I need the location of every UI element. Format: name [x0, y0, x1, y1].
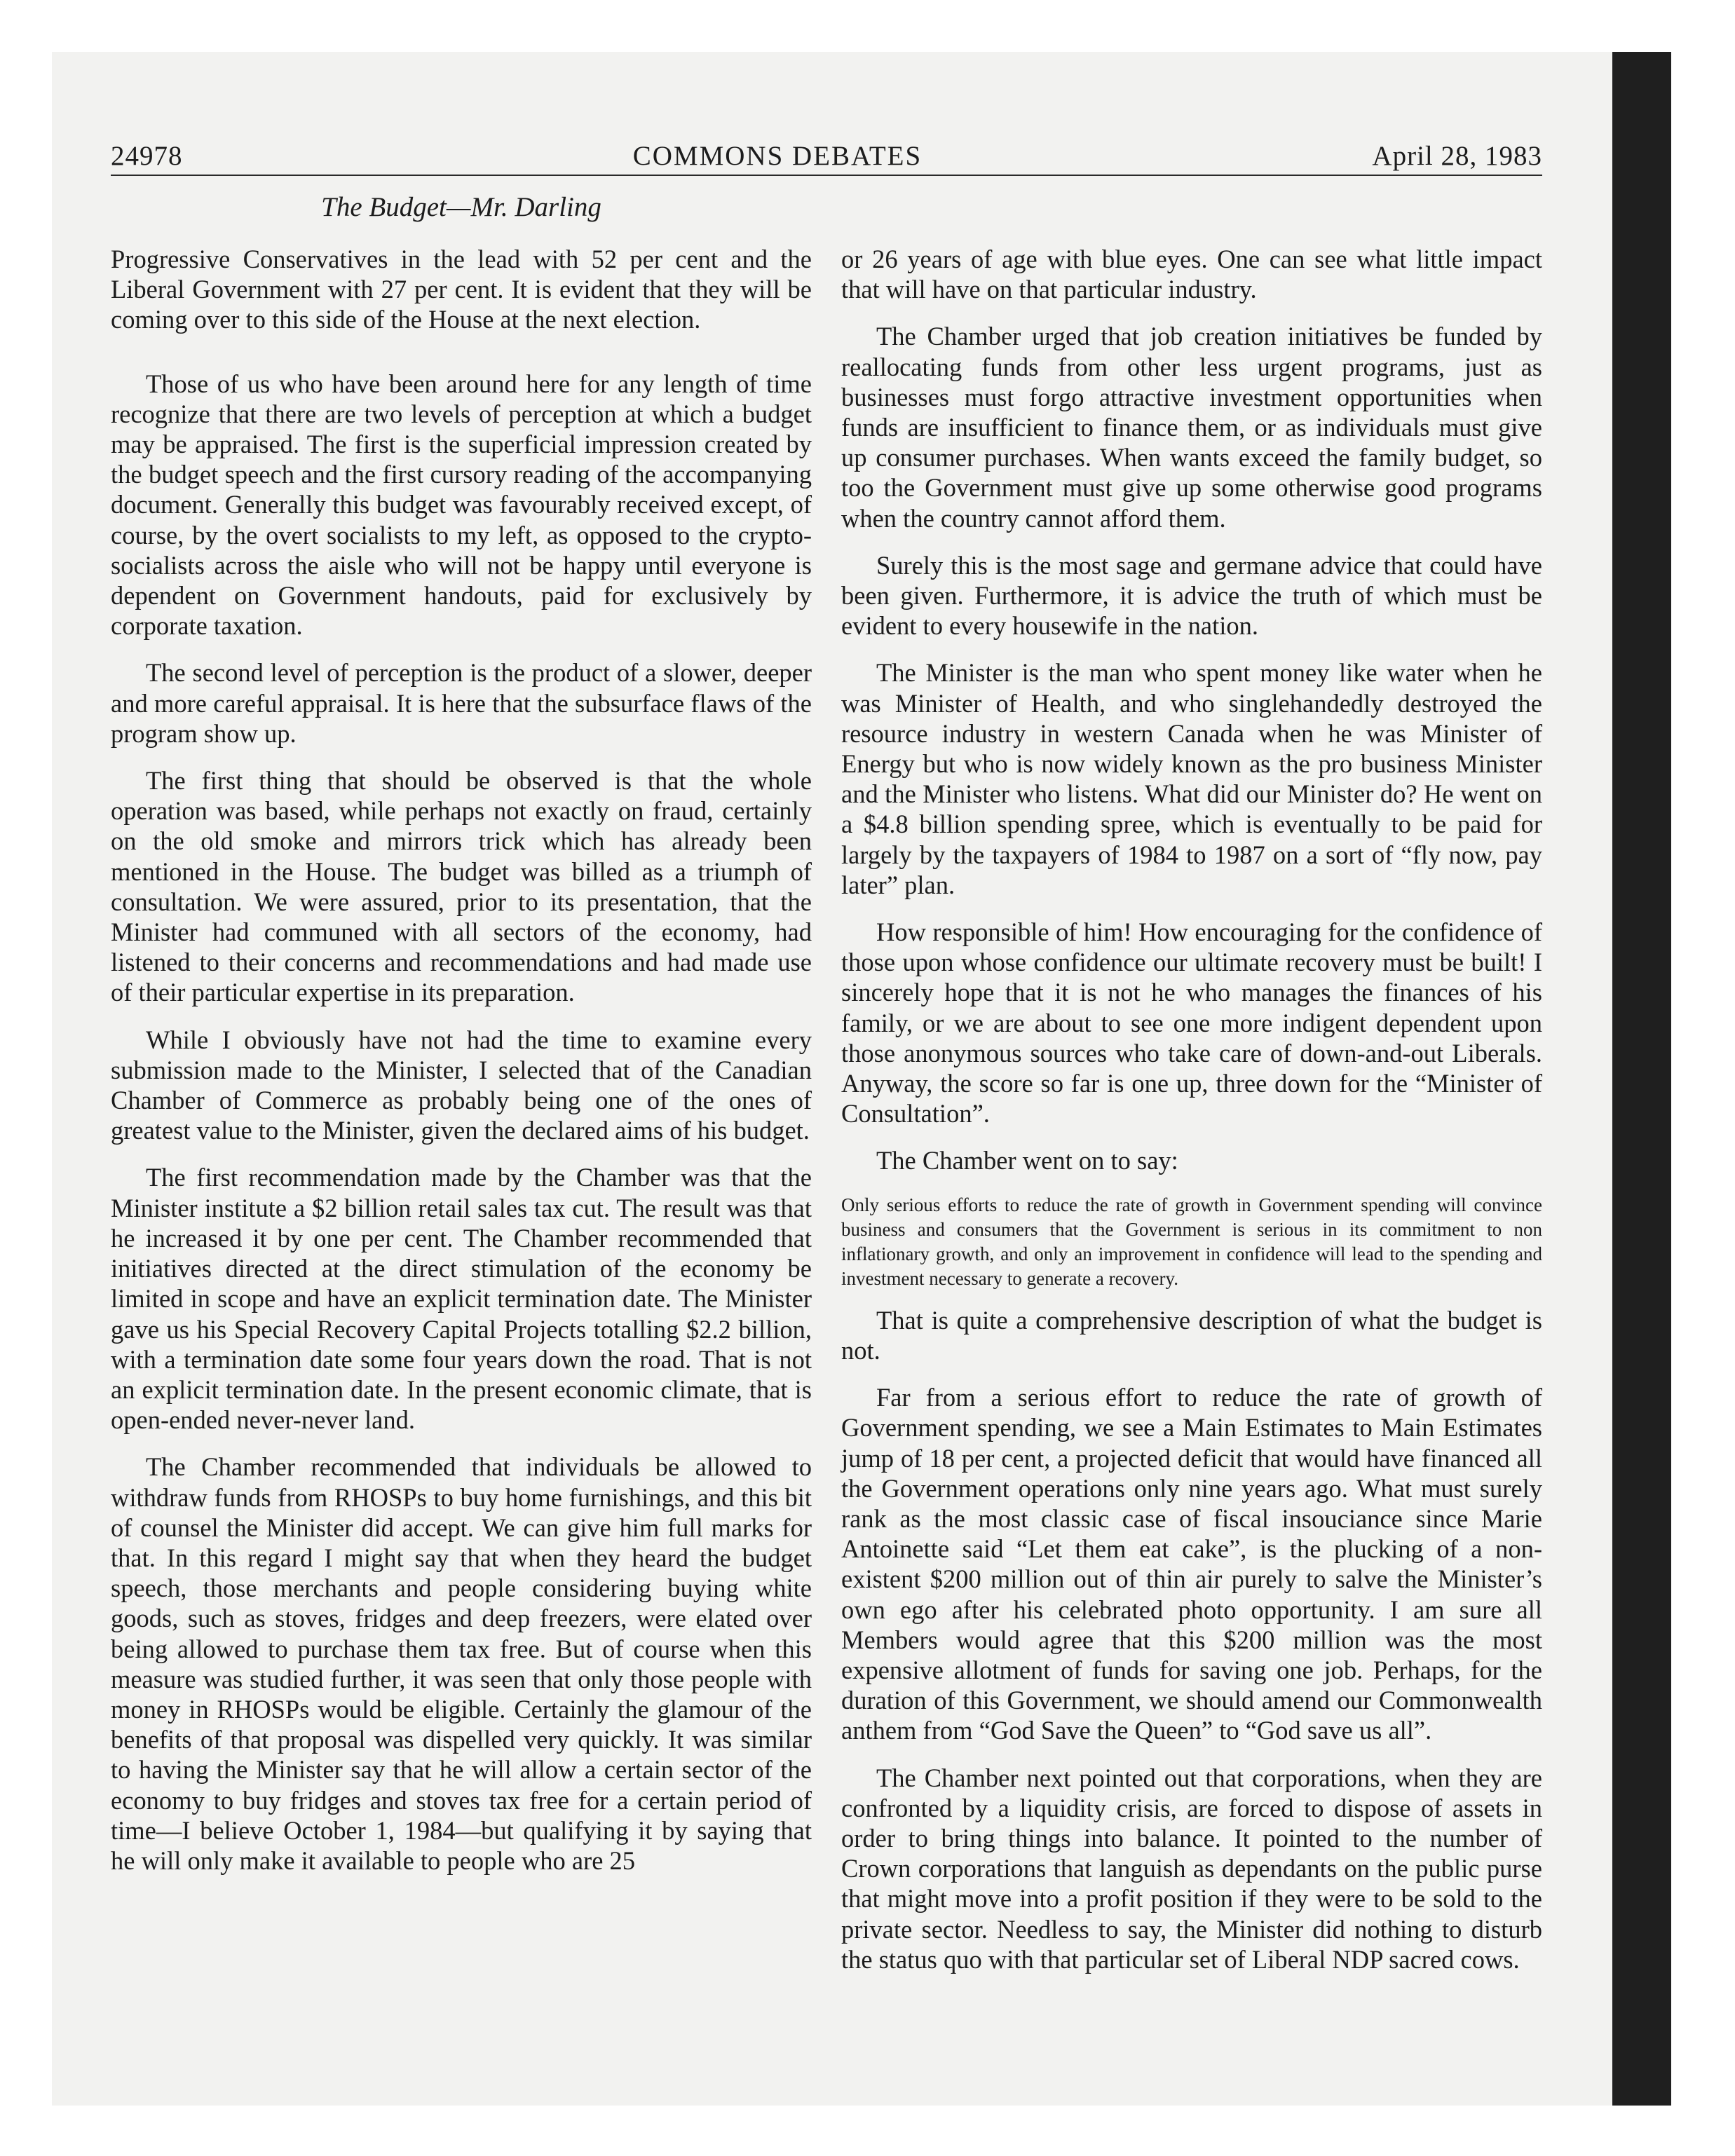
page-header: [111, 140, 1542, 176]
document-page: [111, 140, 1542, 1991]
page-number: 24978: [111, 141, 183, 171]
paragraph: How responsible of him! How encouraging for the confidence of those upon whose confidence our ultimate recovery must be built! I sincerely hope that it is not he who manages the finances of his family, or we are about to see one more indigent dependent upon those anonymous sources who take care of down-and-out Liberals. Anyway, the score so far is one up, three down for the “Minister of Consultation”.: [841, 917, 1542, 1128]
paragraph: While I obviously have not had the time to examine every submission made to the Minister, I selected that of the Canadian Chamber of Commerce as probably being one of the ones of greatest value to the Minister, given the declared aims of his budget.: [111, 1025, 812, 1145]
paragraph: or 26 years of age with blue eyes. One can see what little impact that will have on that particular industry.: [841, 245, 1542, 304]
scan-dark-edge: [1612, 52, 1671, 2106]
paragraph: The first recommendation made by the Chamber was that the Minister institute a $2 billion retail sales tax cut. The result was that he increased it by one per cent. The Chamber recommended that initiatives directed at the direct stimulation of the economy be limited in scope and have an explicit termination date. The Minister gave us his Special Recovery Capital Projects totalling $2.2 billion, with a termination date some four years down the road. That is not an explicit termination date. In the present economic climate, that is open-ended never-never land.: [111, 1163, 812, 1435]
block-quote: Only serious efforts to reduce the rate of growth in Government spending will convince business and consumers that the Government is serious in its commitment to non inflationary growth, and only an improvement in confidence will lead to the spending and investment necessary to generate a recovery.: [841, 1194, 1542, 1289]
paragraph: Those of us who have been around here for any length of time recognize that there are two levels of perception at which a budget may be appraised. The first is the superficial impression created by the budget speech and the first cursory reading of the accompanying document. Generally this budget was favourably received except, of course, by the overt socialists to my left, as opposed to the crypto-socialists across the aisle who will not be happy until everyone is dependent on Government handouts, paid for exclusively by corporate taxation.: [111, 369, 812, 641]
paragraph: The first thing that should be observed is that the whole operation was based, while perhaps not exactly on fraud, certainly on the old smoke and mirrors trick which has already been mentioned in the House. The budget was billed as a triumph of consultation. We were assured, prior to its presentation, that the Minister had communed with all sectors of the economy, had listened to their concerns and recommendations and had made use of their particular expertise in its preparation.: [111, 766, 812, 1007]
paragraph: The Chamber urged that job creation initiatives be funded by reallocating funds from other less urgent programs, just as businesses must forgo attractive investment opportunities when funds are insufficient to finance them, or as individuals must give up consumer purchases. When wants exceed the family budget, so too the Government must give up some otherwise good programs when the country cannot afford them.: [841, 322, 1542, 533]
header-date: April 28, 1983: [1372, 141, 1542, 171]
paragraph: The Minister is the man who spent money like water when he was Minister of Health, and who singlehandedly destroyed the resource industry in western Canada when he was Minister of Energy but who is now widely known as the pro business Minister and the Minister who listens. What did our Minister do? He went on a $4.8 billion spending spree, which is eventually to be paid for largely by the taxpayers of 1984 to 1987 on a sort of “fly now, pay later” plan.: [841, 658, 1542, 899]
right-column: [841, 244, 1542, 1991]
paragraph: The second level of perception is the product of a slower, deeper and more careful appraisal. It is here that the subsurface flaws of the program show up.: [111, 658, 812, 748]
paragraph: Surely this is the most sage and germane advice that could have been given. Furthermore, it is advice the truth of which must be evident to every housewife in the nation.: [841, 550, 1542, 641]
paragraph: Far from a serious effort to reduce the rate of growth of Government spending, we see a Main Estimates to Main Estimates jump of 18 per cent, a projected deficit that would have financed all the Government operations only nine years ago. What must surely rank as the most classic case of fiscal insouciance since Marie Antoinette said “Let them eat cake”, is the plucking of a non-existent $200 million out of thin air purely to salve the Minister’s own ego after his celebrated photo opportunity. I am sure all Members would agree that this $200 million was the most expensive allotment of funds for saving one job. Perhaps, for the duration of this Government, we should amend our Commonwealth anthem from “God Save the Queen” to “God save us all”.: [841, 1383, 1542, 1745]
text-columns: [111, 244, 1542, 1991]
paragraph: The Chamber went on to say:: [876, 1146, 1178, 1175]
paragraph: The Chamber recommended that individuals be allowed to withdraw funds from RHOSPs to buy home furnishings, and this bit of counsel the Minister did accept. We can give him full marks for that. In this regard I might say that when they heard the budget speech, those merchants and people considering buying white goods, such as stoves, fridges and deep freezers, were elated over being allowed to purchase them tax free. But of course when this measure was studied further, it was seen that only those people with money in RHOSPs would be eligible. Certainly the glamour of the benefits of that proposal was dispelled very quickly. It was similar to having the Minister say that he will allow a certain sector of the economy to buy fridges and stoves tax free for a certain period of time—I believe October 1, 1984—but qualifying it by saying that he will only make it available to people who are 25: [111, 1452, 812, 1875]
running-head: The Budget—Mr. Darling: [321, 192, 601, 222]
left-column: [111, 244, 812, 1991]
publication-title: COMMONS DEBATES: [632, 141, 923, 171]
paragraph: Progressive Conservatives in the lead with 52 per cent and the Liberal Government with 27 per cent. It is evident that they will be coming over to this side of the House at the next election.: [111, 245, 812, 334]
paragraph: That is quite a comprehensive description of what the budget is not.: [841, 1305, 1542, 1365]
paragraph: The Chamber next pointed out that corporations, when they are confronted by a liquidity crisis, are forced to dispose of assets in order to bring things into balance. It pointed to the number of Crown corporations that languish as dependants on the public purse that might move into a profit position if they were to be sold to the private sector. Needless to say, the Minister did nothing to disturb the status quo with that particular set of Liberal NDP sacred cows.: [841, 1763, 1542, 1974]
